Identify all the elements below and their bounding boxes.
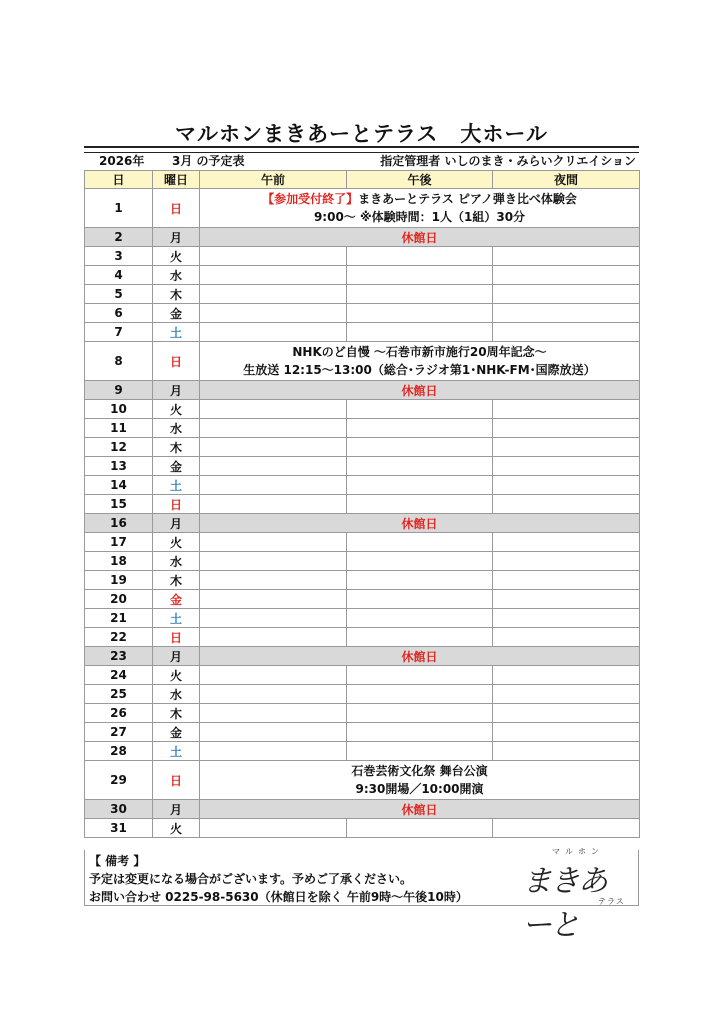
weekday-cell: 月 [153, 228, 200, 247]
day-number: 25 [85, 685, 153, 704]
day-number: 2 [85, 228, 153, 247]
slot-evening [493, 266, 640, 285]
day-number: 10 [85, 400, 153, 419]
slot-evening [493, 247, 640, 266]
day-number: 9 [85, 381, 153, 400]
slot-evening [493, 495, 640, 514]
slot-morning [200, 704, 347, 723]
slot-evening [493, 666, 640, 685]
day-number: 26 [85, 704, 153, 723]
table-row [85, 685, 640, 704]
day-number: 30 [85, 800, 153, 819]
day-number: 7 [85, 323, 153, 342]
event-cell [200, 342, 640, 381]
slot-evening [493, 285, 640, 304]
weekday-cell: 木 [153, 571, 200, 590]
weekday-cell: 木 [153, 704, 200, 723]
slot-afternoon [347, 419, 493, 438]
slot-morning [200, 533, 347, 552]
manager-label: 指定管理者 いしのまき・みらいクリエイション [380, 154, 636, 168]
slot-morning [200, 609, 347, 628]
registration-closed-badge: 【参加受付終了】 [262, 192, 359, 206]
closed-day-label: 休館日 [200, 800, 640, 819]
day-number: 14 [85, 476, 153, 495]
slot-afternoon [347, 552, 493, 571]
weekday-cell: 土 [153, 609, 200, 628]
slot-afternoon [347, 666, 493, 685]
notes-heading: 【 備考 】 [89, 854, 146, 868]
day-number: 16 [85, 514, 153, 533]
slot-afternoon [347, 609, 493, 628]
slot-afternoon [347, 495, 493, 514]
day-number: 15 [85, 495, 153, 514]
table-row [85, 419, 640, 438]
weekday-cell: 日 [153, 342, 200, 381]
table-row [85, 533, 640, 552]
slot-afternoon [347, 476, 493, 495]
day-number: 5 [85, 285, 153, 304]
table-row [85, 438, 640, 457]
venue-logo [522, 846, 632, 943]
day-number: 27 [85, 723, 153, 742]
weekday-cell: 水 [153, 685, 200, 704]
event-title: まきあーとテラス ピアノ弾き比べ体験会 [358, 192, 577, 206]
col-day: 日 [85, 171, 153, 189]
weekday-cell: 水 [153, 552, 200, 571]
event-title: 石巻芸術文化祭 舞台公演 [351, 764, 488, 778]
slot-morning [200, 742, 347, 761]
logo-top-text: マルホン [552, 847, 604, 856]
event-detail: 生放送 12:15～13:00（総合･ラジオ第1･NHK-FM･国際放送） [243, 363, 596, 377]
day-number: 22 [85, 628, 153, 647]
event-detail: 9:30開場／10:00開演 [355, 782, 484, 796]
table-row [85, 647, 640, 666]
event-cell [200, 189, 640, 228]
slot-morning [200, 819, 347, 838]
slot-morning [200, 285, 347, 304]
slot-evening [493, 685, 640, 704]
logo-bottom-text: テラス [598, 897, 625, 906]
event-title: NHKのど自慢 ～石巻市新市施行20周年記念～ [292, 345, 547, 359]
table-row [85, 800, 640, 819]
col-afternoon: 午後 [347, 171, 493, 189]
slot-evening [493, 819, 640, 838]
event-cell [200, 761, 640, 800]
slot-afternoon [347, 819, 493, 838]
day-number: 8 [85, 342, 153, 381]
weekday-cell: 火 [153, 666, 200, 685]
slot-morning [200, 304, 347, 323]
slot-morning [200, 247, 347, 266]
table-row [85, 742, 640, 761]
closed-day-label: 休館日 [200, 514, 640, 533]
slot-morning [200, 438, 347, 457]
slot-evening [493, 533, 640, 552]
table-row [85, 628, 640, 647]
table-row [85, 819, 640, 838]
weekday-cell: 金 [153, 590, 200, 609]
slot-afternoon [347, 400, 493, 419]
day-number: 4 [85, 266, 153, 285]
day-number: 17 [85, 533, 153, 552]
table-row [85, 304, 640, 323]
slot-evening [493, 457, 640, 476]
table-row [85, 761, 640, 800]
table-row [85, 400, 640, 419]
schedule-table [84, 170, 640, 838]
slot-morning [200, 723, 347, 742]
col-weekday: 曜日 [153, 171, 200, 189]
weekday-cell: 火 [153, 819, 200, 838]
weekday-cell: 月 [153, 381, 200, 400]
slot-afternoon [347, 590, 493, 609]
slot-morning [200, 266, 347, 285]
slot-afternoon [347, 247, 493, 266]
weekday-cell: 金 [153, 457, 200, 476]
slot-evening [493, 476, 640, 495]
slot-afternoon [347, 323, 493, 342]
slot-evening [493, 723, 640, 742]
event-detail: 9:00～ ※体験時間：1人（1組）30分 [313, 210, 526, 224]
table-row [85, 571, 640, 590]
table-row [85, 666, 640, 685]
slot-evening [493, 704, 640, 723]
slot-afternoon [347, 704, 493, 723]
weekday-cell: 水 [153, 419, 200, 438]
weekday-cell: 火 [153, 400, 200, 419]
table-row [85, 704, 640, 723]
table-row [85, 285, 640, 304]
weekday-cell: 金 [153, 723, 200, 742]
slot-evening [493, 304, 640, 323]
table-row [85, 514, 640, 533]
day-number: 11 [85, 419, 153, 438]
col-evening: 夜間 [493, 171, 640, 189]
month-label: 3月 の予定表 [172, 154, 245, 168]
slot-afternoon [347, 628, 493, 647]
day-number: 28 [85, 742, 153, 761]
notes-change-notice: 予定は変更になる場合がございます。予めご了承ください。 [89, 872, 413, 886]
weekday-cell: 木 [153, 438, 200, 457]
day-number: 13 [85, 457, 153, 476]
table-row [85, 457, 640, 476]
slot-morning [200, 685, 347, 704]
slot-evening [493, 590, 640, 609]
day-number: 3 [85, 247, 153, 266]
slot-morning [200, 400, 347, 419]
slot-evening [493, 742, 640, 761]
table-row [85, 323, 640, 342]
slot-afternoon [347, 285, 493, 304]
table-row [85, 266, 640, 285]
slot-afternoon [347, 533, 493, 552]
weekday-cell: 月 [153, 800, 200, 819]
slot-afternoon [347, 742, 493, 761]
weekday-cell: 火 [153, 533, 200, 552]
slot-evening [493, 438, 640, 457]
day-number: 19 [85, 571, 153, 590]
weekday-cell: 金 [153, 304, 200, 323]
day-number: 29 [85, 761, 153, 800]
slot-morning [200, 323, 347, 342]
weekday-cell: 土 [153, 476, 200, 495]
schedule-subheader [84, 152, 639, 169]
table-row [85, 189, 640, 228]
day-number: 20 [85, 590, 153, 609]
weekday-cell: 日 [153, 761, 200, 800]
table-row [85, 609, 640, 628]
slot-morning [200, 628, 347, 647]
table-header-row [85, 171, 640, 189]
weekday-cell: 月 [153, 647, 200, 666]
logo-script-text: まきあーと [522, 864, 606, 943]
weekday-cell: 火 [153, 247, 200, 266]
slot-evening [493, 419, 640, 438]
col-morning: 午前 [200, 171, 347, 189]
closed-day-label: 休館日 [200, 647, 640, 666]
weekday-cell: 木 [153, 285, 200, 304]
slot-morning [200, 457, 347, 476]
closed-day-label: 休館日 [200, 381, 640, 400]
weekday-cell: 日 [153, 628, 200, 647]
slot-morning [200, 476, 347, 495]
day-number: 1 [85, 189, 153, 228]
slot-morning [200, 666, 347, 685]
table-row [85, 228, 640, 247]
day-number: 6 [85, 304, 153, 323]
schedule-body [85, 189, 640, 838]
slot-evening [493, 571, 640, 590]
weekday-cell: 土 [153, 323, 200, 342]
slot-afternoon [347, 438, 493, 457]
slot-afternoon [347, 685, 493, 704]
slot-afternoon [347, 266, 493, 285]
day-number: 24 [85, 666, 153, 685]
table-row [85, 476, 640, 495]
table-row [85, 342, 640, 381]
slot-evening [493, 323, 640, 342]
day-number: 23 [85, 647, 153, 666]
weekday-cell: 日 [153, 189, 200, 228]
table-row [85, 590, 640, 609]
slot-evening [493, 609, 640, 628]
day-number: 21 [85, 609, 153, 628]
weekday-cell: 水 [153, 266, 200, 285]
slot-afternoon [347, 304, 493, 323]
table-row [85, 552, 640, 571]
slot-morning [200, 552, 347, 571]
day-number: 31 [85, 819, 153, 838]
weekday-cell: 土 [153, 742, 200, 761]
slot-evening [493, 628, 640, 647]
table-row [85, 495, 640, 514]
slot-afternoon [347, 457, 493, 476]
notes-contact: お問い合わせ 0225-98-5630（休館日を除く 午前9時～午後10時） [89, 890, 468, 904]
weekday-cell: 月 [153, 514, 200, 533]
day-number: 18 [85, 552, 153, 571]
slot-afternoon [347, 723, 493, 742]
slot-morning [200, 495, 347, 514]
slot-afternoon [347, 571, 493, 590]
slot-morning [200, 590, 347, 609]
weekday-cell: 日 [153, 495, 200, 514]
table-row [85, 247, 640, 266]
year-label: 2026年 [99, 154, 145, 168]
closed-day-label: 休館日 [200, 228, 640, 247]
page-title: マルホンまきあーとテラス 大ホール [175, 122, 548, 146]
slot-morning [200, 419, 347, 438]
slot-evening [493, 552, 640, 571]
slot-morning [200, 571, 347, 590]
table-row [85, 723, 640, 742]
day-number: 12 [85, 438, 153, 457]
table-row [85, 381, 640, 400]
slot-evening [493, 400, 640, 419]
